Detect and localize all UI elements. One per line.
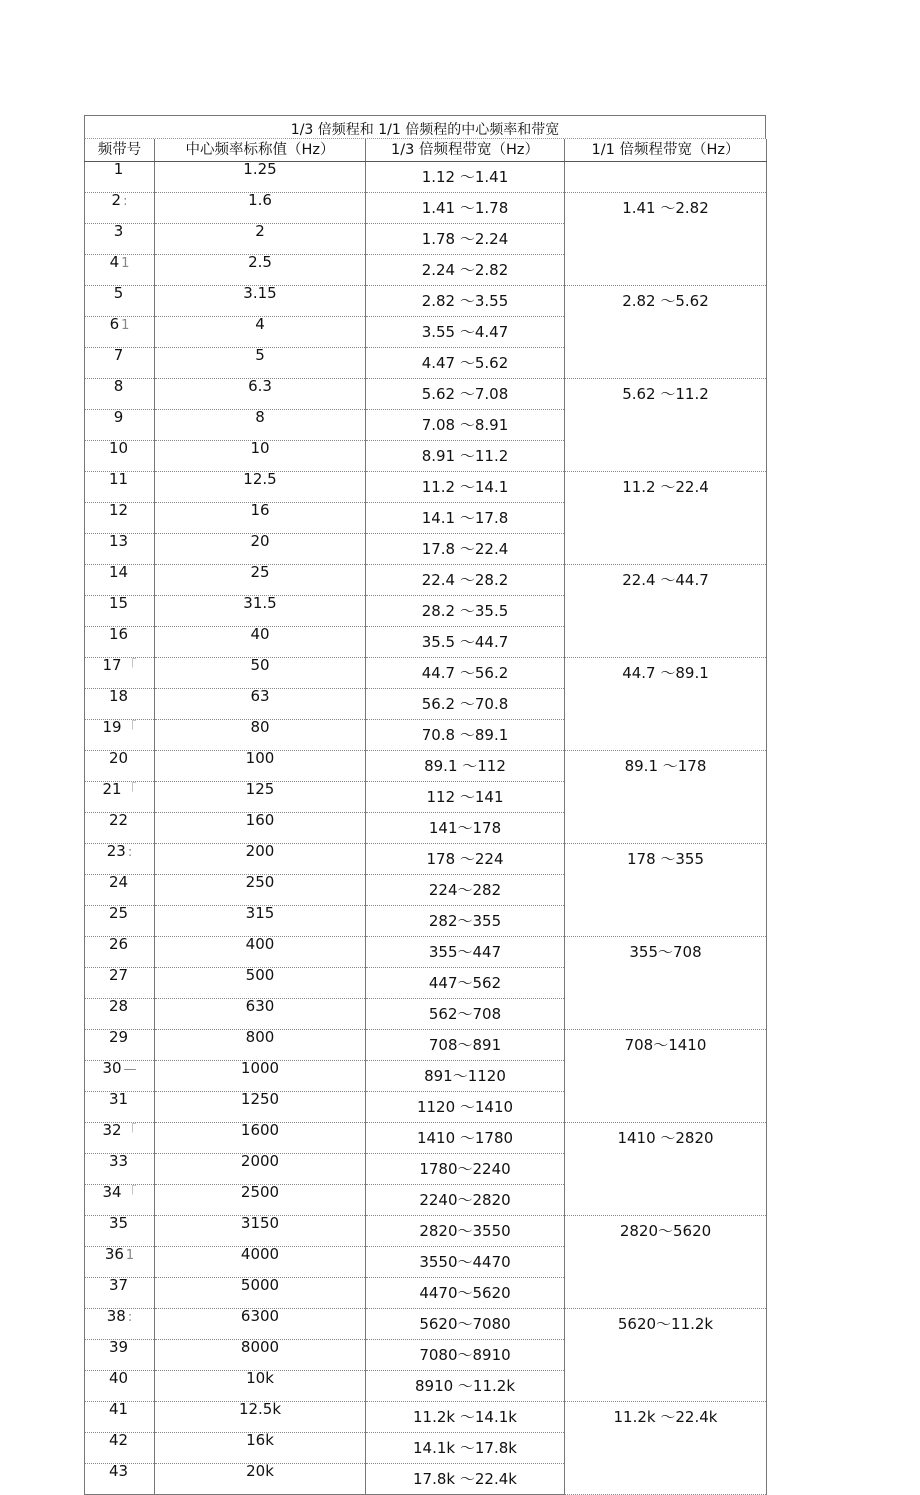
band-number: 32 xyxy=(102,1122,122,1139)
table-row xyxy=(85,875,767,906)
band-number: 5 xyxy=(113,285,124,302)
band-number-cell xyxy=(85,1185,155,1216)
center-frequency-cell: 160 xyxy=(155,813,366,844)
band-number-cell xyxy=(85,1061,155,1092)
octave-bandwidth-cell: 11.2k ～22.4k xyxy=(565,1402,767,1433)
scan-artifact-mark: 「 xyxy=(123,659,137,674)
center-frequency-cell: 5 xyxy=(155,348,366,379)
center-frequency-cell: 2 xyxy=(155,224,366,255)
octave-bandwidth-cell xyxy=(565,906,767,937)
third-octave-bandwidth-cell: 1.78 ～2.24 xyxy=(366,224,565,255)
scan-artifact-mark: 1 xyxy=(121,256,130,271)
table-row xyxy=(85,627,767,658)
octave-bandwidth-cell xyxy=(565,720,767,751)
center-frequency-cell: 25 xyxy=(155,565,366,596)
center-frequency-cell: 400 xyxy=(155,937,366,968)
octave-bandwidth-cell xyxy=(565,999,767,1030)
scan-artifact-mark: : xyxy=(127,1310,133,1325)
octave-bandwidth-cell: 2820～5620 xyxy=(565,1216,767,1247)
table-row xyxy=(85,1154,767,1185)
octave-bandwidth-cell xyxy=(565,1433,767,1464)
band-number-cell xyxy=(85,224,155,255)
band-number-cell xyxy=(85,596,155,627)
center-frequency-cell: 63 xyxy=(155,689,366,720)
third-octave-bandwidth-cell: 112 ～141 xyxy=(366,782,565,813)
center-frequency-cell: 100 xyxy=(155,751,366,782)
third-octave-bandwidth-cell: 562～708 xyxy=(366,999,565,1030)
band-number-cell xyxy=(85,844,155,875)
third-octave-bandwidth-cell: 35.5 ～44.7 xyxy=(366,627,565,658)
table-row xyxy=(85,1402,767,1433)
band-number-cell xyxy=(85,1433,155,1464)
band-number: 4 xyxy=(109,254,120,271)
table-row xyxy=(85,596,767,627)
table-row xyxy=(85,503,767,534)
octave-bandwidth-cell xyxy=(565,782,767,813)
center-frequency-cell: 200 xyxy=(155,844,366,875)
octave-bandwidth-cell: 178 ～355 xyxy=(565,844,767,875)
table-row xyxy=(85,1123,767,1154)
scan-artifact-mark: 「 xyxy=(123,783,137,798)
center-frequency-cell: 1000 xyxy=(155,1061,366,1092)
center-frequency-cell: 2.5 xyxy=(155,255,366,286)
third-octave-bandwidth-cell: 282～355 xyxy=(366,906,565,937)
scan-artifact-mark: : xyxy=(127,845,133,860)
octave-bandwidth-cell xyxy=(565,1185,767,1216)
octave-bandwidth-cell: 11.2 ～22.4 xyxy=(565,472,767,503)
octave-bandwidth-cell xyxy=(565,1247,767,1278)
scan-artifact-mark: — xyxy=(123,1062,137,1077)
center-frequency-cell: 1.25 xyxy=(155,162,366,193)
band-number-cell xyxy=(85,875,155,906)
third-octave-bandwidth-cell: 4.47 ～5.62 xyxy=(366,348,565,379)
band-number: 26 xyxy=(108,936,129,953)
center-frequency-cell: 16k xyxy=(155,1433,366,1464)
third-octave-bandwidth-cell: 17.8k ～22.4k xyxy=(366,1464,565,1495)
table-row xyxy=(85,1030,767,1061)
octave-bandwidth-cell xyxy=(565,224,767,255)
third-octave-bandwidth-cell: 7080～8910 xyxy=(366,1340,565,1371)
octave-bandwidth-cell xyxy=(565,968,767,999)
center-frequency-cell: 20k xyxy=(155,1464,366,1495)
scan-artifact-mark: 1 xyxy=(121,318,130,333)
third-octave-bandwidth-cell: 891～1120 xyxy=(366,1061,565,1092)
octave-bandwidth-cell xyxy=(565,1464,767,1495)
third-octave-bandwidth-cell: 44.7 ～56.2 xyxy=(366,658,565,689)
table-row xyxy=(85,1433,767,1464)
table-row xyxy=(85,658,767,689)
band-number: 3 xyxy=(113,223,124,240)
band-number: 10 xyxy=(108,440,129,457)
octave-bandwidth-cell: 708～1410 xyxy=(565,1030,767,1061)
band-number-cell xyxy=(85,1402,155,1433)
table-row xyxy=(85,379,767,410)
band-number-cell xyxy=(85,472,155,503)
third-octave-bandwidth-cell: 56.2 ～70.8 xyxy=(366,689,565,720)
third-octave-bandwidth-cell: 1410 ～1780 xyxy=(366,1123,565,1154)
table-row xyxy=(85,782,767,813)
third-octave-bandwidth-cell: 3550～4470 xyxy=(366,1247,565,1278)
band-number-cell xyxy=(85,658,155,689)
octave-bandwidth-cell: 89.1 ～178 xyxy=(565,751,767,782)
header-center-frequency: 中心频率标称值（Hz） xyxy=(155,139,366,162)
table-row xyxy=(85,999,767,1030)
band-number: 15 xyxy=(108,595,129,612)
band-number: 31 xyxy=(108,1091,129,1108)
center-frequency-cell: 80 xyxy=(155,720,366,751)
band-number-cell xyxy=(85,1340,155,1371)
table-row xyxy=(85,1371,767,1402)
band-number: 25 xyxy=(108,905,129,922)
third-octave-bandwidth-cell: 224～282 xyxy=(366,875,565,906)
third-octave-bandwidth-cell: 1120 ～1410 xyxy=(366,1092,565,1123)
center-frequency-cell: 315 xyxy=(155,906,366,937)
band-number: 27 xyxy=(108,967,129,984)
band-number: 21 xyxy=(102,781,122,798)
octave-bandwidth-cell: 355～708 xyxy=(565,937,767,968)
band-number: 1 xyxy=(113,161,124,178)
center-frequency-cell: 800 xyxy=(155,1030,366,1061)
third-octave-bandwidth-cell: 8910 ～11.2k xyxy=(366,1371,565,1402)
table-row xyxy=(85,410,767,441)
octave-bandwidth-cell xyxy=(565,813,767,844)
center-frequency-cell: 2500 xyxy=(155,1185,366,1216)
third-octave-bandwidth-cell: 70.8 ～89.1 xyxy=(366,720,565,751)
band-number: 14 xyxy=(108,564,129,581)
band-number: 17 xyxy=(102,657,122,674)
band-number: 29 xyxy=(108,1029,129,1046)
band-number: 42 xyxy=(108,1432,129,1449)
band-number: 34 xyxy=(102,1184,122,1201)
third-octave-bandwidth-cell: 2.24 ～2.82 xyxy=(366,255,565,286)
center-frequency-cell: 2000 xyxy=(155,1154,366,1185)
octave-bandwidth-cell xyxy=(565,348,767,379)
table-row xyxy=(85,720,767,751)
band-number-cell xyxy=(85,751,155,782)
center-frequency-cell: 500 xyxy=(155,968,366,999)
table-row xyxy=(85,844,767,875)
band-number-cell xyxy=(85,565,155,596)
octave-bandwidth-cell: 44.7 ～89.1 xyxy=(565,658,767,689)
center-frequency-cell: 31.5 xyxy=(155,596,366,627)
table-row xyxy=(85,751,767,782)
octave-bandwidth-cell xyxy=(565,255,767,286)
band-number: 33 xyxy=(108,1153,129,1170)
band-number-cell xyxy=(85,627,155,658)
band-number-cell xyxy=(85,1278,155,1309)
band-number-cell xyxy=(85,1123,155,1154)
band-number: 20 xyxy=(108,750,129,767)
third-octave-bandwidth-cell: 17.8 ～22.4 xyxy=(366,534,565,565)
band-number-cell xyxy=(85,813,155,844)
frequency-table-sheet xyxy=(84,115,766,1495)
band-number-cell xyxy=(85,317,155,348)
band-number-cell xyxy=(85,1092,155,1123)
third-octave-bandwidth-cell: 2.82 ～3.55 xyxy=(366,286,565,317)
third-octave-bandwidth-cell: 89.1 ～112 xyxy=(366,751,565,782)
center-frequency-cell: 4 xyxy=(155,317,366,348)
table-row xyxy=(85,317,767,348)
band-number-cell xyxy=(85,503,155,534)
band-number: 22 xyxy=(108,812,129,829)
band-number: 18 xyxy=(108,688,129,705)
band-number-cell xyxy=(85,162,155,193)
band-number: 12 xyxy=(108,502,129,519)
table-row xyxy=(85,162,767,193)
band-number-cell xyxy=(85,906,155,937)
octave-bandwidth-cell xyxy=(565,1092,767,1123)
center-frequency-cell: 6300 xyxy=(155,1309,366,1340)
center-frequency-cell: 8000 xyxy=(155,1340,366,1371)
third-octave-bandwidth-cell: 14.1 ～17.8 xyxy=(366,503,565,534)
scan-artifact-mark: 「 xyxy=(123,1186,137,1201)
center-frequency-cell: 10k xyxy=(155,1371,366,1402)
center-frequency-cell: 6.3 xyxy=(155,379,366,410)
table-row xyxy=(85,1278,767,1309)
third-octave-bandwidth-cell: 5.62 ～7.08 xyxy=(366,379,565,410)
band-number: 41 xyxy=(108,1401,129,1418)
center-frequency-cell: 16 xyxy=(155,503,366,534)
band-number: 11 xyxy=(108,471,129,488)
scan-artifact-mark: 1 xyxy=(125,1248,135,1263)
table-row xyxy=(85,968,767,999)
band-number: 6 xyxy=(109,316,120,333)
third-octave-bandwidth-cell: 4470～5620 xyxy=(366,1278,565,1309)
scan-artifact-mark: 「 xyxy=(123,721,137,736)
band-number-cell xyxy=(85,255,155,286)
band-number-cell xyxy=(85,410,155,441)
table-row xyxy=(85,689,767,720)
third-octave-bandwidth-cell: 22.4 ～28.2 xyxy=(366,565,565,596)
octave-bandwidth-cell: 5.62 ～11.2 xyxy=(565,379,767,410)
third-octave-bandwidth-cell: 3.55 ～4.47 xyxy=(366,317,565,348)
table-body xyxy=(85,162,767,1495)
band-number: 37 xyxy=(108,1277,129,1294)
table-row xyxy=(85,1309,767,1340)
band-number: 23 xyxy=(106,843,126,860)
band-number-cell xyxy=(85,782,155,813)
header-third-octave-bandwidth: 1/3 倍频程带宽（Hz） xyxy=(366,139,565,162)
third-octave-bandwidth-cell: 447～562 xyxy=(366,968,565,999)
table-row xyxy=(85,565,767,596)
octave-bandwidth-cell xyxy=(565,1278,767,1309)
third-octave-bandwidth-cell: 11.2 ～14.1 xyxy=(366,472,565,503)
band-number: 16 xyxy=(108,626,129,643)
octave-bandwidth-cell xyxy=(565,627,767,658)
table-row xyxy=(85,286,767,317)
table-row xyxy=(85,441,767,472)
table-row xyxy=(85,906,767,937)
center-frequency-cell: 250 xyxy=(155,875,366,906)
table-row xyxy=(85,1464,767,1495)
third-octave-bandwidth-cell: 11.2k ～14.1k xyxy=(366,1402,565,1433)
center-frequency-cell: 50 xyxy=(155,658,366,689)
center-frequency-cell: 8 xyxy=(155,410,366,441)
center-frequency-cell: 10 xyxy=(155,441,366,472)
scan-artifact-mark: 「 xyxy=(123,1124,137,1139)
center-frequency-cell: 1250 xyxy=(155,1092,366,1123)
center-frequency-cell: 4000 xyxy=(155,1247,366,1278)
center-frequency-cell: 12.5k xyxy=(155,1402,366,1433)
header-row xyxy=(85,139,767,162)
band-number-cell xyxy=(85,999,155,1030)
band-number-cell xyxy=(85,534,155,565)
band-number-cell xyxy=(85,1154,155,1185)
band-number: 38 xyxy=(106,1308,126,1325)
third-octave-bandwidth-cell: 355～447 xyxy=(366,937,565,968)
band-number: 43 xyxy=(108,1463,129,1480)
band-number-cell xyxy=(85,1030,155,1061)
octave-bandwidth-cell xyxy=(565,441,767,472)
band-number: 30 xyxy=(102,1060,122,1077)
band-number: 39 xyxy=(108,1339,129,1356)
frequency-band-table xyxy=(84,139,767,1495)
table-row xyxy=(85,472,767,503)
octave-bandwidth-cell: 22.4 ～44.7 xyxy=(565,565,767,596)
band-number-cell xyxy=(85,1216,155,1247)
band-number-cell xyxy=(85,1371,155,1402)
center-frequency-cell: 3150 xyxy=(155,1216,366,1247)
octave-bandwidth-cell: 5620～11.2k xyxy=(565,1309,767,1340)
table-row xyxy=(85,1340,767,1371)
band-number-cell xyxy=(85,379,155,410)
table-row xyxy=(85,813,767,844)
scan-artifact-mark: : xyxy=(123,194,128,209)
table-row xyxy=(85,1092,767,1123)
center-frequency-cell: 40 xyxy=(155,627,366,658)
octave-bandwidth-cell xyxy=(565,410,767,441)
octave-bandwidth-cell: 1410 ～2820 xyxy=(565,1123,767,1154)
center-frequency-cell: 1.6 xyxy=(155,193,366,224)
octave-bandwidth-cell xyxy=(565,162,767,193)
table-title: 1/3 倍频程和 1/1 倍频程的中心频率和带宽 xyxy=(84,115,766,139)
octave-bandwidth-cell xyxy=(565,596,767,627)
octave-bandwidth-cell xyxy=(565,875,767,906)
third-octave-bandwidth-cell: 2240～2820 xyxy=(366,1185,565,1216)
band-number: 36 xyxy=(104,1246,124,1263)
band-number-cell xyxy=(85,937,155,968)
center-frequency-cell: 630 xyxy=(155,999,366,1030)
band-number-cell xyxy=(85,720,155,751)
band-number: 28 xyxy=(108,998,129,1015)
center-frequency-cell: 3.15 xyxy=(155,286,366,317)
band-number-cell xyxy=(85,968,155,999)
band-number: 40 xyxy=(108,1370,129,1387)
band-number: 35 xyxy=(108,1215,129,1232)
table-row xyxy=(85,937,767,968)
band-number-cell xyxy=(85,1464,155,1495)
third-octave-bandwidth-cell: 2820～3550 xyxy=(366,1216,565,1247)
octave-bandwidth-cell: 2.82 ～5.62 xyxy=(565,286,767,317)
band-number: 9 xyxy=(113,409,124,426)
band-number: 19 xyxy=(102,719,122,736)
third-octave-bandwidth-cell: 141～178 xyxy=(366,813,565,844)
third-octave-bandwidth-cell: 28.2 ～35.5 xyxy=(366,596,565,627)
band-number: 8 xyxy=(113,378,124,395)
band-number-cell xyxy=(85,1309,155,1340)
octave-bandwidth-cell xyxy=(565,534,767,565)
center-frequency-cell: 20 xyxy=(155,534,366,565)
third-octave-bandwidth-cell: 8.91 ～11.2 xyxy=(366,441,565,472)
center-frequency-cell: 1600 xyxy=(155,1123,366,1154)
table-row xyxy=(85,348,767,379)
third-octave-bandwidth-cell: 1780～2240 xyxy=(366,1154,565,1185)
table-row xyxy=(85,1185,767,1216)
table-row xyxy=(85,1247,767,1278)
octave-bandwidth-cell xyxy=(565,1340,767,1371)
band-number: 7 xyxy=(113,347,124,364)
header-band-number: 频带号 xyxy=(85,139,155,162)
band-number: 2 xyxy=(111,192,122,209)
table-row xyxy=(85,224,767,255)
band-number-cell xyxy=(85,286,155,317)
third-octave-bandwidth-cell: 5620～7080 xyxy=(366,1309,565,1340)
table-row xyxy=(85,1216,767,1247)
third-octave-bandwidth-cell: 1.41 ～1.78 xyxy=(366,193,565,224)
center-frequency-cell: 125 xyxy=(155,782,366,813)
band-number: 13 xyxy=(108,533,129,550)
band-number: 24 xyxy=(108,874,129,891)
octave-bandwidth-cell xyxy=(565,503,767,534)
band-number-cell xyxy=(85,1247,155,1278)
third-octave-bandwidth-cell: 1.12 ～1.41 xyxy=(366,162,565,193)
header-octave-bandwidth: 1/1 倍频程带宽（Hz） xyxy=(565,139,767,162)
third-octave-bandwidth-cell: 178 ～224 xyxy=(366,844,565,875)
band-number-cell xyxy=(85,348,155,379)
table-row xyxy=(85,534,767,565)
octave-bandwidth-cell xyxy=(565,317,767,348)
band-number-cell xyxy=(85,193,155,224)
third-octave-bandwidth-cell: 14.1k ～17.8k xyxy=(366,1433,565,1464)
third-octave-bandwidth-cell: 7.08 ～8.91 xyxy=(366,410,565,441)
band-number-cell xyxy=(85,441,155,472)
table-row xyxy=(85,255,767,286)
table-row xyxy=(85,1061,767,1092)
center-frequency-cell: 5000 xyxy=(155,1278,366,1309)
octave-bandwidth-cell xyxy=(565,689,767,720)
center-frequency-cell: 12.5 xyxy=(155,472,366,503)
table-row xyxy=(85,193,767,224)
octave-bandwidth-cell xyxy=(565,1371,767,1402)
octave-bandwidth-cell xyxy=(565,1154,767,1185)
octave-bandwidth-cell xyxy=(565,1061,767,1092)
third-octave-bandwidth-cell: 708～891 xyxy=(366,1030,565,1061)
octave-bandwidth-cell: 1.41 ～2.82 xyxy=(565,193,767,224)
band-number-cell xyxy=(85,689,155,720)
